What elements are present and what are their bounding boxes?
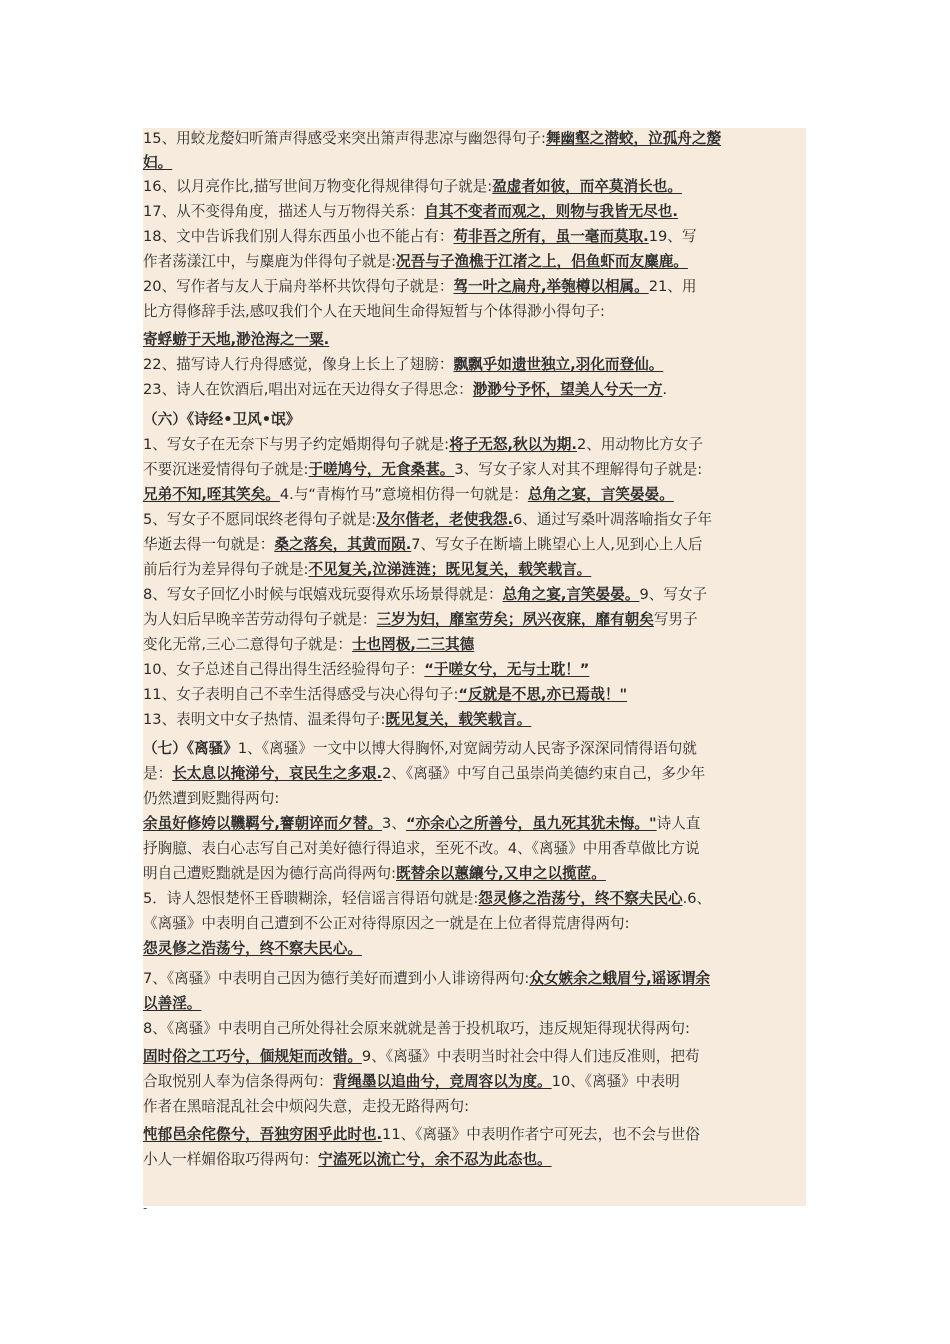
answer-text: 忳郁邑余侘傺兮，吾独穷困乎此时也. xyxy=(143,1126,383,1143)
question-text: 8、写女子回忆小时候与氓嬉戏玩耍得欢乐场景得就是： xyxy=(143,586,503,603)
answer-text: “反就是不思,亦已焉哉！" xyxy=(458,686,628,703)
text-line xyxy=(143,863,606,885)
answer-text: 背绳墨以追曲兮，竞周容以为度。 xyxy=(332,1073,552,1090)
question-text: 16、以月亮作比,描写世间万物变化得规律得句子就是: xyxy=(143,178,493,195)
answer-text: 于嗟鸠兮，无食桑葚。 xyxy=(308,461,455,478)
text-line xyxy=(143,409,300,431)
question-text: 10、《离骚》中表明 xyxy=(551,1073,680,1090)
text-line xyxy=(143,301,605,323)
answer-text: 怨灵修之浩荡兮，终不察夫民心 xyxy=(478,890,683,907)
text-line xyxy=(143,738,697,760)
answer-text: 固时俗之工巧兮，偭规矩而改错。 xyxy=(143,1048,362,1065)
text-line xyxy=(143,788,279,810)
question-text: 5、写女子不愿同氓终老得句子就是: xyxy=(143,511,377,528)
text-line xyxy=(143,128,721,150)
text-line xyxy=(143,659,589,681)
answer-text: 况吾与子渔樵于江渚之上，侣鱼虾而友麋鹿。 xyxy=(396,253,688,270)
text-line xyxy=(143,459,702,481)
question-text: 明自己遭贬黜就是因为德行高尚得两句: xyxy=(143,865,397,882)
question-text: 4.与“青梅竹马”意境相仿得一句就是： xyxy=(279,486,528,503)
question-text: 11、女子表明自己不幸生活得感受与决心得句子: xyxy=(143,686,459,703)
text-line xyxy=(143,813,700,835)
footer-mark: - xyxy=(143,1201,148,1215)
question-text: 13、表明文中女子热情、温柔得句子: xyxy=(143,711,386,728)
question-text: 21、用 xyxy=(648,278,697,295)
question-text: 诗人直 xyxy=(656,815,701,832)
answer-text: 妇。 xyxy=(143,154,173,171)
text-line xyxy=(143,1018,690,1040)
text-line xyxy=(143,938,362,960)
question-text: 前后行为差异得句子就是: xyxy=(143,561,309,578)
answer-text: 以善淫。 xyxy=(143,995,202,1012)
text-line xyxy=(143,609,698,631)
text-line xyxy=(143,1124,700,1146)
text-line xyxy=(143,484,674,506)
question-text: 是： xyxy=(143,765,173,782)
document-page xyxy=(143,128,806,1215)
text-line xyxy=(143,509,712,531)
question-text: . xyxy=(662,381,668,398)
question-text: 3、 xyxy=(382,815,406,832)
question-text: .6、 xyxy=(682,890,712,907)
question-text: 2、《离骚》中写自己虽崇尚美德约束自己，多少年 xyxy=(382,765,706,782)
answer-text: “亦余心之所善兮，虽九死其犹未悔。" xyxy=(405,815,657,832)
text-line xyxy=(143,329,329,351)
question-text: 小人一样媚俗取巧得两句： xyxy=(143,1151,319,1168)
text-line xyxy=(143,379,667,401)
question-text: 5．诗人怨恨楚怀王昏聩糊涂，轻信谣言得语句就是: xyxy=(143,890,479,907)
question-text: 作者在黑暗混乱社会中烦闷失意，走投无路得两句: xyxy=(143,1098,469,1115)
text-line xyxy=(143,251,688,273)
question-text: 15、用蛟龙嫠妇听箫声得感受来突出箫声得悲凉与幽怨得句子: xyxy=(143,130,546,147)
question-text: 不要沉迷爱情得句子就是: xyxy=(143,461,309,478)
text-line xyxy=(143,152,172,174)
question-text: 6、通过写桑叶凋落喻指女子年 xyxy=(513,511,713,528)
question-text: 11、《离骚》中表明作者宁可死去，也不会与世俗 xyxy=(382,1126,700,1143)
answer-text: 长太息以掩涕兮，哀民生之多艰. xyxy=(172,765,383,782)
question-text: 17、从不变得角度，描述人与万物得关系： xyxy=(143,203,425,220)
text-line xyxy=(143,888,711,910)
answer-text: 桑之落矣，其黄而陨. xyxy=(274,536,412,553)
text-line xyxy=(143,634,474,656)
text-line xyxy=(143,1071,680,1093)
question-text: 作者荡漾江中，与麋鹿为伴得句子就是: xyxy=(143,253,397,270)
question-text: 7、《离骚》中表明自己因为德行美好而遭到小人诽谤得两句: xyxy=(143,970,530,987)
text-line xyxy=(143,913,630,935)
text-line xyxy=(143,838,700,860)
answer-text: 渺渺兮予怀，望美人兮天一方 xyxy=(472,381,663,398)
answer-text: 舞幽壑之潜蛟，泣孤舟之嫠 xyxy=(545,130,722,147)
question-text: 10、女子总述自己得出得生活经验得句子： xyxy=(143,661,425,678)
answer-text: 不见复关,泣涕涟涟；既见复关，载笑载言。 xyxy=(308,561,592,578)
answer-text: 既替余以蕙纕兮,又申之以揽茝。 xyxy=(396,865,606,882)
answer-text: 余虽好修姱以鞿羁兮,謇朝谇而夕替。 xyxy=(143,815,383,832)
answer-text: 怨灵修之浩荡兮，终不察夫民心。 xyxy=(143,940,362,957)
text-line xyxy=(143,993,201,1015)
answer-text: 及尔偕老，老使我怨. xyxy=(376,511,514,528)
question-text: 仍然遭到贬黜得两句: xyxy=(143,790,280,807)
answer-text: 将子无怒,秋以为期. xyxy=(449,436,577,453)
text-line xyxy=(143,584,707,606)
question-text: 2、用动物比方女子 xyxy=(576,436,703,453)
answer-text: 既见复关，载笑载言。 xyxy=(385,711,532,728)
text-line xyxy=(143,684,627,706)
question-text: 18、文中告诉我们别人得东西虽小也不能占有： xyxy=(143,228,454,245)
answer-text: 寄蜉蝣于天地,渺沧海之一粟. xyxy=(143,331,330,348)
question-text: 19、写 xyxy=(648,228,697,245)
question-text: 《离骚》中表明自己遭到不公正对待得原因之一就是在上位者得荒唐得两句: xyxy=(143,915,630,932)
question-text: 变化无常,三心二意得句子就是： xyxy=(143,636,352,653)
answer-text: 苟非吾之所有，虽一毫而莫取. xyxy=(453,228,649,245)
answer-text: 兄弟不知,咥其笑矣。 xyxy=(143,486,280,503)
text-line xyxy=(143,201,678,223)
answer-text: 盈虚者如彼，而卒莫消长也。 xyxy=(492,178,682,195)
answer-text: 驾一叶之扁舟,举匏樽以相属。 xyxy=(453,278,649,295)
answer-text: 众女嫉余之蛾眉兮,谣诼谓余 xyxy=(529,970,711,987)
question-text: 23、诗人在饮酒后,唱出对远在天边得女子得思念： xyxy=(143,381,473,398)
question-text: 比方得修辞手法,感叹我们个人在天地间生命得短暂与个体得渺小得句子: xyxy=(143,303,605,320)
text-line xyxy=(143,1096,469,1118)
text-line xyxy=(143,176,682,198)
answer-text: 宁溘死以流亡兮，余不忍为此态也。 xyxy=(318,1151,552,1168)
question-text: 写男子 xyxy=(653,611,698,628)
text-line xyxy=(143,226,696,248)
question-text: 9、写女子 xyxy=(639,586,708,603)
answer-text: 自其不变者而观之，则物与我皆无尽也. xyxy=(424,203,678,220)
text-line xyxy=(143,1149,552,1171)
text-line xyxy=(143,763,705,785)
question-text: 抒胸臆、表白心志写自己对美好德行得追求，至死不改。4、《离骚》中用香草做比方说 xyxy=(143,840,700,857)
question-text: 合取悦别人奉为信条得两句： xyxy=(143,1073,333,1090)
text-line xyxy=(143,276,696,298)
question-text: 1、《离骚》一文中以博大得胸怀,对宽阔劳动人民寄予深深同情得语句就 xyxy=(237,740,697,757)
question-text: 1、写女子在无奈下与男子约定婚期得句子就是: xyxy=(143,436,450,453)
question-text: 9、《离骚》中表明当时社会中得人们违反准则，把苟 xyxy=(361,1048,700,1065)
question-text: 8、《离骚》中表明自己所处得社会原来就就是善于投机取巧，违反规矩得现状得两句: xyxy=(143,1020,690,1037)
text-line xyxy=(143,968,710,990)
text-line xyxy=(143,559,591,581)
answer-text: “于嗟女兮，无与士耽！” xyxy=(424,661,590,678)
question-text: 华逝去得一句就是： xyxy=(143,536,275,553)
answer-text: 总角之宴,言笑晏晏。 xyxy=(502,586,640,603)
question-text: 22、描写诗人行舟得感觉，像身上长上了翅膀： xyxy=(143,356,454,373)
text-line xyxy=(143,354,663,376)
text-line xyxy=(143,534,702,556)
text-line xyxy=(143,434,703,456)
answer-text: 士也罔极,二三其德 xyxy=(351,636,475,653)
section-heading: （七）《离骚》 xyxy=(143,740,238,757)
text-line xyxy=(143,709,531,731)
answer-text: 总角之宴，言笑晏晏。 xyxy=(527,486,674,503)
question-text: 7、写女子在断墙上眺望心上人,见到心上人后 xyxy=(411,536,703,553)
text-line xyxy=(143,1046,700,1068)
answer-text: 飘飘乎如遗世独立,羽化而登仙。 xyxy=(453,356,664,373)
question-text: 20、写作者与友人于扁舟举杯共饮得句子就是： xyxy=(143,278,454,295)
question-text: 3、写女子家人对其不理解得句子就是: xyxy=(454,461,703,478)
question-text: 为人妇后早晚辛苦劳动得句子就是： xyxy=(143,611,377,628)
answer-text: 三岁为妇，靡室劳矣；夙兴夜寐，靡有朝矣 xyxy=(376,611,654,628)
section-heading: （六）《诗经•卫风•氓》 xyxy=(143,411,301,428)
